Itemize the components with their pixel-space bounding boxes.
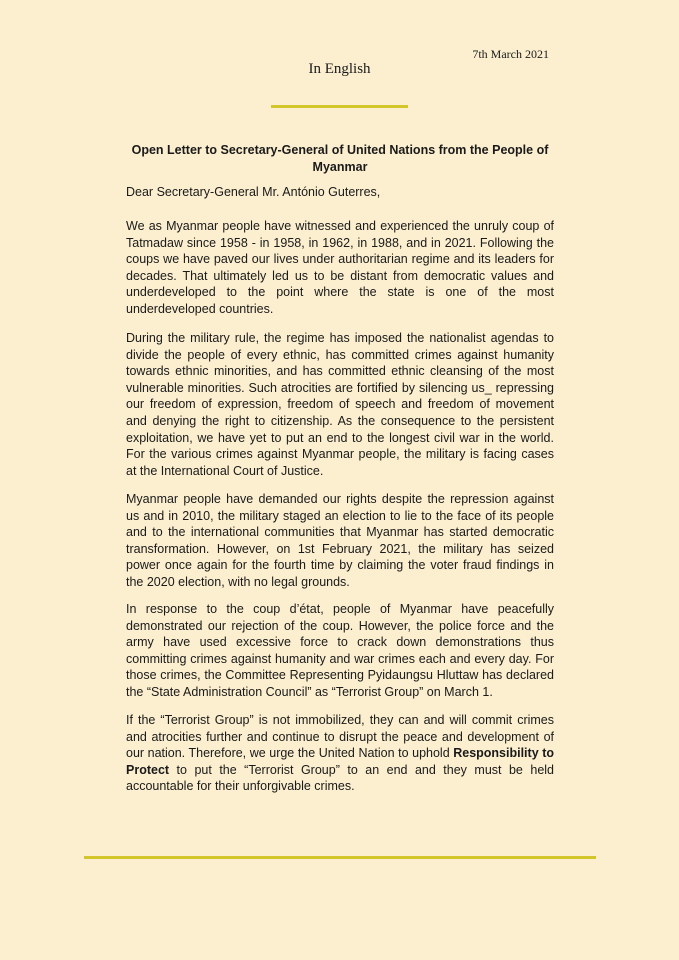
paragraph-2: During the military rule, the regime has imposed the nationalist agendas to divide the people of every ethnic, has committed crimes against humanity towards ethnic minorities, and has committed ethnic cleansing of the most vulnerable minorities. Such atrocities are fortified by silencing us_ repressing our freedom of expression, freedom of speech and freedom of movement and denying the right to citizenship. As the consequence to the persistent exploitation, we have yet to put an end to the longest civil war in the world. For the various crimes against Myanmar people, the military is facing cases at the International Court of Justice. bbox=[126, 331, 554, 478]
paragraph-5-end: to put the “Terrorist Group” to an end and they must be held accountable for their unforgivable crimes. bbox=[126, 762, 554, 794]
paragraph-5 bbox=[126, 712, 554, 795]
paragraph-1: We as Myanmar people have witnessed and experienced the unruly coup of Tatmadaw since 1958 - in 1958, in 1962, in 1988, and in 2021. Following the coups we have paved our lives under authoritarian regime and its leaders for decades. That ultimately led us to be distant from democratic values and underdeveloped to the point where the state is one of the most underdeveloped countries. bbox=[126, 219, 554, 316]
letter-title: Open Letter to Secretary-General of United Nations from the People of Myanmar bbox=[131, 143, 549, 174]
paragraph-4: In response to the coup d’état, people of Myanmar have peacefully demonstrated our rejection of the coup. However, the police force and the army have used excessive force to crack down demonstrations thus committing crimes against humanity and war crimes each and every day. For those crimes, the Committee Representing Pyidaungsu Hluttaw has declared the “State Administration Council” as “Terrorist Group” on March 1. bbox=[126, 602, 554, 699]
bottom-divider bbox=[84, 856, 596, 859]
paragraph-3: Myanmar people have demanded our rights despite the repression against us and in 2010, the military staged an election to lie to the face of its people and to the international communities that Myanmar has started democratic transformation. However, on 1st February 2021, the military has seized power once again for the fourth time by claiming the voter fraud findings in the 2020 election, with no legal grounds. bbox=[126, 492, 554, 589]
paragraph-5-start: If the “Terrorist Group” is not immobilized, they can and will commit crimes and atrocities further and continue to disrupt the peace and development of our nation. Therefore, we urge the United Nation to uphold bbox=[126, 713, 554, 761]
date-label: 7th March 2021 bbox=[472, 47, 549, 61]
salutation: Dear Secretary-General Mr. António Guterres, bbox=[126, 185, 381, 199]
responsibility-to-protect-emphasis: Responsibility to Protect bbox=[126, 746, 555, 777]
top-divider bbox=[271, 105, 408, 108]
language-heading: In English bbox=[308, 61, 371, 77]
